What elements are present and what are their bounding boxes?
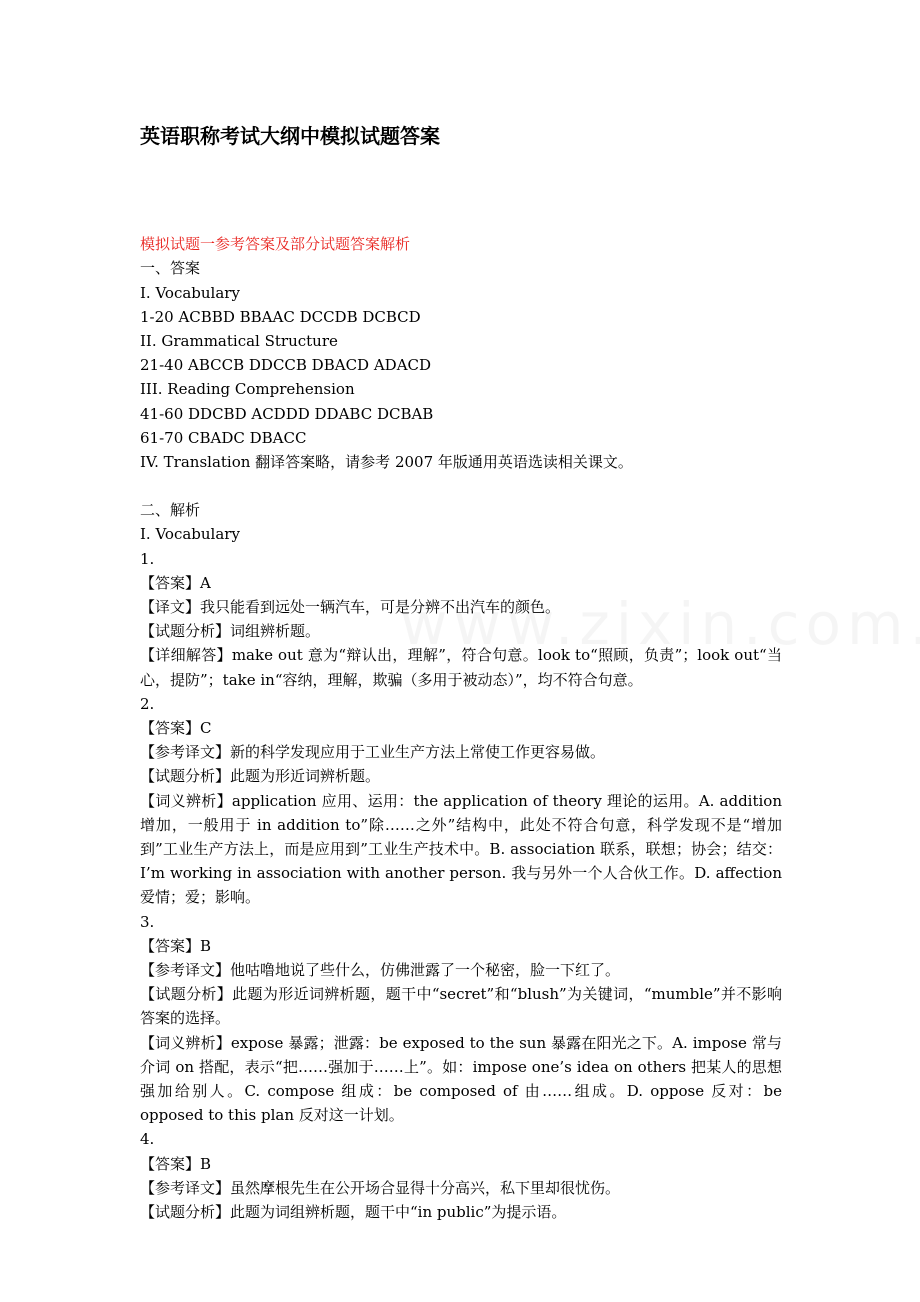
- q2-answer: 【答案】C: [140, 718, 212, 737]
- q2-analysis: 【试题分析】此题为形近词辨析题。: [140, 767, 381, 786]
- q4-answer: 【答案】B: [140, 1154, 212, 1173]
- q1-detail: 【详细解答】make out 意为“辩认出，理解”，符合句意。look to“照顾，负责”；look out“当心，提防”；take in“容纳，理解，欺骗（多用于被动态）”，均不符合句意。: [140, 646, 782, 689]
- q2-translation: 【参考译文】新的科学发现应用于工业生产方法上常使工作更容易做。: [140, 743, 606, 762]
- q3-detail: 【词义辨析】expose 暴露；泄露：be exposed to the sun 暴露在阳光之下。A. impose 常与介词 on 搭配，表示“把……强加于……上”。如：impose one’s idea on others 把某人的思想强加给别人。C. compose 组成：be composed of 由……组成。D. oppose 反对：be opposed to this plan 反对这一计划。: [140, 1033, 782, 1125]
- reading-answers-1: 41-60 DDCBD ACDDD DDABC DCBAB: [140, 404, 434, 423]
- q3-number: 3.: [140, 912, 155, 931]
- grammar-answers: 21-40 ABCCB DDCCB DBACD ADACD: [140, 356, 432, 375]
- reading-answers-2: 61-70 CBADC DBACC: [140, 428, 307, 447]
- q1-number: 1.: [140, 549, 155, 568]
- vocab-answers: 1-20 ACBBD BBAAC DCCDB DCBCD: [140, 307, 421, 326]
- grammar-label: II. Grammatical Structure: [140, 331, 338, 350]
- q3-answer: 【答案】B: [140, 936, 212, 955]
- document-title: 英语职称考试大纲中模拟试题答案: [140, 124, 440, 148]
- vocab-label: I. Vocabulary: [140, 283, 240, 302]
- document-body: [140, 208, 782, 1224]
- analysis-heading: 二、解析: [140, 501, 201, 520]
- q3-analysis: 【试题分析】此题为形近词辨析题，题干中“secret”和“blush”为关键词，“mumble”并不影响答案的选择。: [140, 985, 782, 1028]
- q4-analysis: 【试题分析】此题为词组辨析题，题干中“in public”为提示语。: [140, 1202, 567, 1221]
- q4-translation: 【参考译文】虽然摩根先生在公开场合显得十分高兴，私下里却很忧伤。: [140, 1178, 621, 1197]
- analysis-vocab-label: I. Vocabulary: [140, 525, 240, 544]
- q4-number: 4.: [140, 1130, 155, 1149]
- q1-translation: 【译文】我只能看到远处一辆汽车，可是分辨不出汽车的颜色。: [140, 598, 561, 616]
- q1-analysis: 【试题分析】词组辨析题。: [140, 622, 321, 641]
- q1-answer: 【答案】A: [140, 573, 211, 592]
- q2-detail: 【词义辨析】application 应用、运用：the application of theory 理论的运用。A. addition 增加，一般用于 in addition to”除……之外”结构中，此处不符合句意，科学发现不是“增加到”工业生产方法上，而是应用到”工业生产技术中。B. association 联系，联想；协会；结交：I’m working in association with another person. 我与另外一个人合伙工作。D. affection 爱情；爱；影响。: [140, 791, 782, 907]
- q3-translation: 【参考译文】他咕噜地说了些什么，仿佛泄露了一个秘密，脸一下红了。: [140, 960, 621, 979]
- translation-note: IV. Translation 翻译答案略，请参考 2007 年版通用英语选读相关课文。: [140, 452, 633, 471]
- answers-heading: 一、答案: [140, 259, 201, 278]
- q2-number: 2.: [140, 694, 155, 713]
- section-heading: 模拟试题一参考答案及部分试题答案解析: [140, 235, 411, 254]
- reading-label: III. Reading Comprehension: [140, 380, 355, 399]
